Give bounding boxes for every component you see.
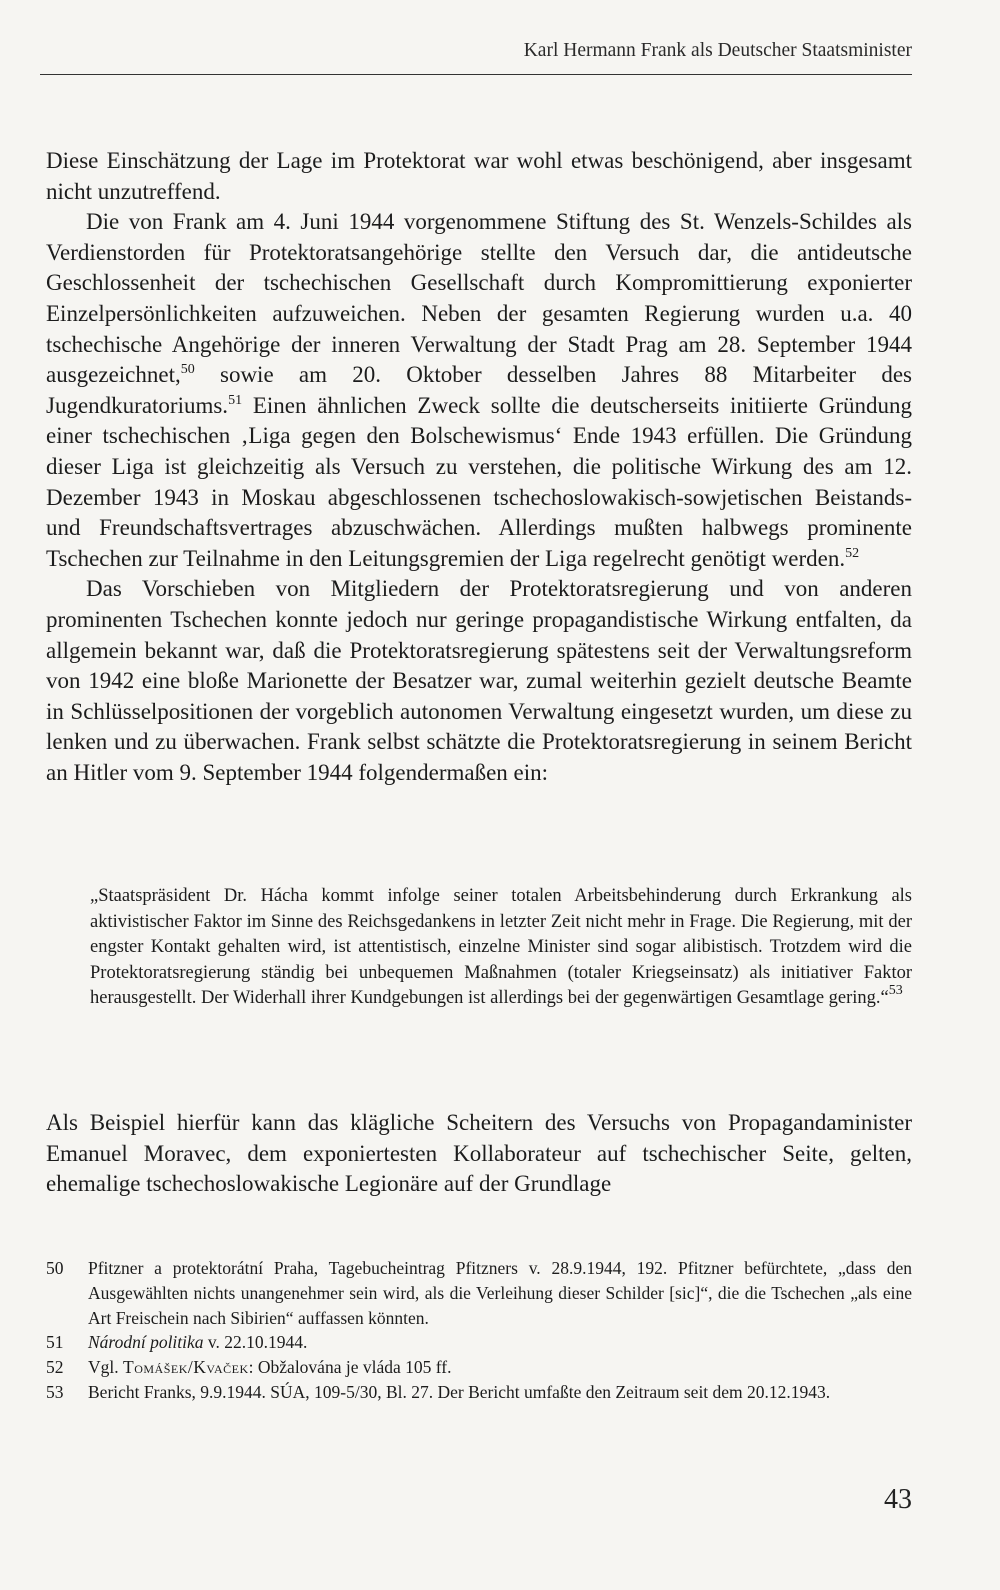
- page-number: 43: [884, 1484, 912, 1515]
- footnote-ref-53: 53: [888, 983, 903, 998]
- paragraph-1: Diese Einschätzung der Lage im Protektorat war wohl etwas beschönigend, aber insgesamt nicht unzutreffend.: [46, 148, 912, 204]
- paragraph-2-part-a: Die von Frank am 4. Juni 1944 vorgenommene Stiftung des St. Wenzels-Schildes als Verdienstorden für Protektoratsangehörige stellte den Versuch dar, die antideutsche Geschlossenheit der tschechischen Gesellschaft durch Kompromittierung exponierter Einzelpersönlichkeiten aufzuweichen. Neben der gesamten Regierung wurden u.a. 40 tschechische Angehörige der inneren Verwaltung der Stadt Prag am 28. September 1944 ausgezeichnet,: [46, 209, 912, 388]
- footnote-text-rest: : Obžalována je vláda 105 ff.: [248, 1357, 452, 1378]
- paragraph-3: Das Vorschieben von Mitgliedern der Protektoratsregierung und von anderen prominenten Tschechen konnte jedoch nur geringe propagandistische Wirkung entfalten, da allgemein bekannt war, daß die Protektoratsregierung spätestens seit der Verwaltungsreform von 1942 eine bloße Marionette der Besatzer war, zumal weiterhin gezielt deutsche Beamte in Schlüsselpositionen der vorgeblich autonomen Verwaltung eingesetzt wurden, um diese zu lenken und zu überwachen. Frank selbst schätzte die Protektoratsregierung in seinem Bericht an Hitler vom 9. September 1944 folgendermaßen ein:: [46, 576, 912, 785]
- footnote-51: [46, 1330, 912, 1355]
- paragraph-2-part-c: Einen ähnlichen Zweck sollte die deutscherseits initiierte Gründung einer tschechischen ‚Liga gegen den Bolschewismus‘ Ende 1943 erfüllen. Die Gründung dieser Liga ist gleichzeitig als Versuch zu verstehen, die politische Wirkung des am 12. Dezember 1943 in Moskau abgeschlossenen tschechoslowakisch-sowjetischen Beistands- und Freundschaftsvertrages abzuschwächen. Allerdings mußten halbwegs prominente Tschechen zur Teilnahme in den Leitungsgremien der Liga regelrecht genötigt werden.: [46, 392, 912, 571]
- footnote-52: [46, 1355, 912, 1380]
- footnote-text-rest: v. 22.10.1944.: [203, 1332, 308, 1353]
- footnote-50: [46, 1256, 912, 1330]
- footnote-ref-50: 50: [180, 362, 195, 378]
- footnote-text: [88, 1355, 912, 1380]
- footnote-text: [88, 1330, 912, 1355]
- footnote-number: 50: [46, 1258, 64, 1278]
- footnote-ref-52: 52: [845, 545, 860, 561]
- footnote-ref-51: 51: [228, 392, 243, 408]
- footnote-italic-title: Národní politika: [88, 1332, 204, 1353]
- paragraph-2: [46, 207, 912, 574]
- footnotes: [46, 1256, 912, 1405]
- running-header: Karl Hermann Frank als Deutscher Staatsminister: [523, 40, 912, 61]
- footnote-number: 53: [46, 1381, 64, 1402]
- footnote-53: [46, 1380, 912, 1405]
- quote-text: „Staatspräsident Dr. Hácha kommt infolge seiner totalen Arbeitsbehinderung durch Erkrankung als aktivistischer Faktor im Sinne des Reichsgedankens in letzter Zeit nicht mehr in Frage. Die Regierung, mit der engster Kontakt gehalten wird, ist attentistisch, einzelne Minister sind sogar alibistisch. Trotzdem wird die Protektoratsregierung ständig bei unbequemen Maßnahmen (totaler Kriegseinsatz) als initiativer Faktor herausgestellt. Der Widerhall ihrer Kundgebungen ist allerdings bei der gegenwärtigen Gesamtlage gering.“: [90, 886, 912, 1008]
- footnote-prefix: Vgl.: [88, 1357, 123, 1378]
- footnote-authors: Tomášek/Kvaček: [123, 1357, 249, 1378]
- header-rule: [40, 74, 912, 75]
- footnote-text: Bericht Franks, 9.9.1944. SÚA, 109-5/30, Bl. 27. Der Bericht umfaßte den Zeitraum seit dem 20.12.1943.: [88, 1381, 831, 1402]
- paragraph-2-part-b: sowie am 20. Oktober desselben Jahres 88 Mitarbeiter des Jugendkuratoriums.: [46, 362, 912, 418]
- block-quote: [90, 884, 912, 1012]
- footnote-text: Pfitzner a protektorátní Praha, Tagebucheintrag Pfitzners v. 28.9.1944, 192. Pfitzner befürchtete, „dass den Ausgewählten nichts unangenehmer sein wird, als die Verleihung dieser Schilder [sic]“, die die Tschechen „als eine Art Freischein nach Sibirien“ auffassen könnten.: [88, 1258, 912, 1328]
- footnote-number: 52: [46, 1357, 64, 1378]
- continuation-paragraph: Als Beispiel hierfür kann das klägliche Scheitern des Versuchs von Propagandaminister Emanuel Moravec, dem exponiertesten Kollaborateur auf tschechischer Seite, gelten, ehemalige tschechoslowakische Legionäre auf der Grundlage: [46, 1110, 912, 1197]
- footnote-number: 51: [46, 1332, 64, 1353]
- main-text: [46, 146, 912, 788]
